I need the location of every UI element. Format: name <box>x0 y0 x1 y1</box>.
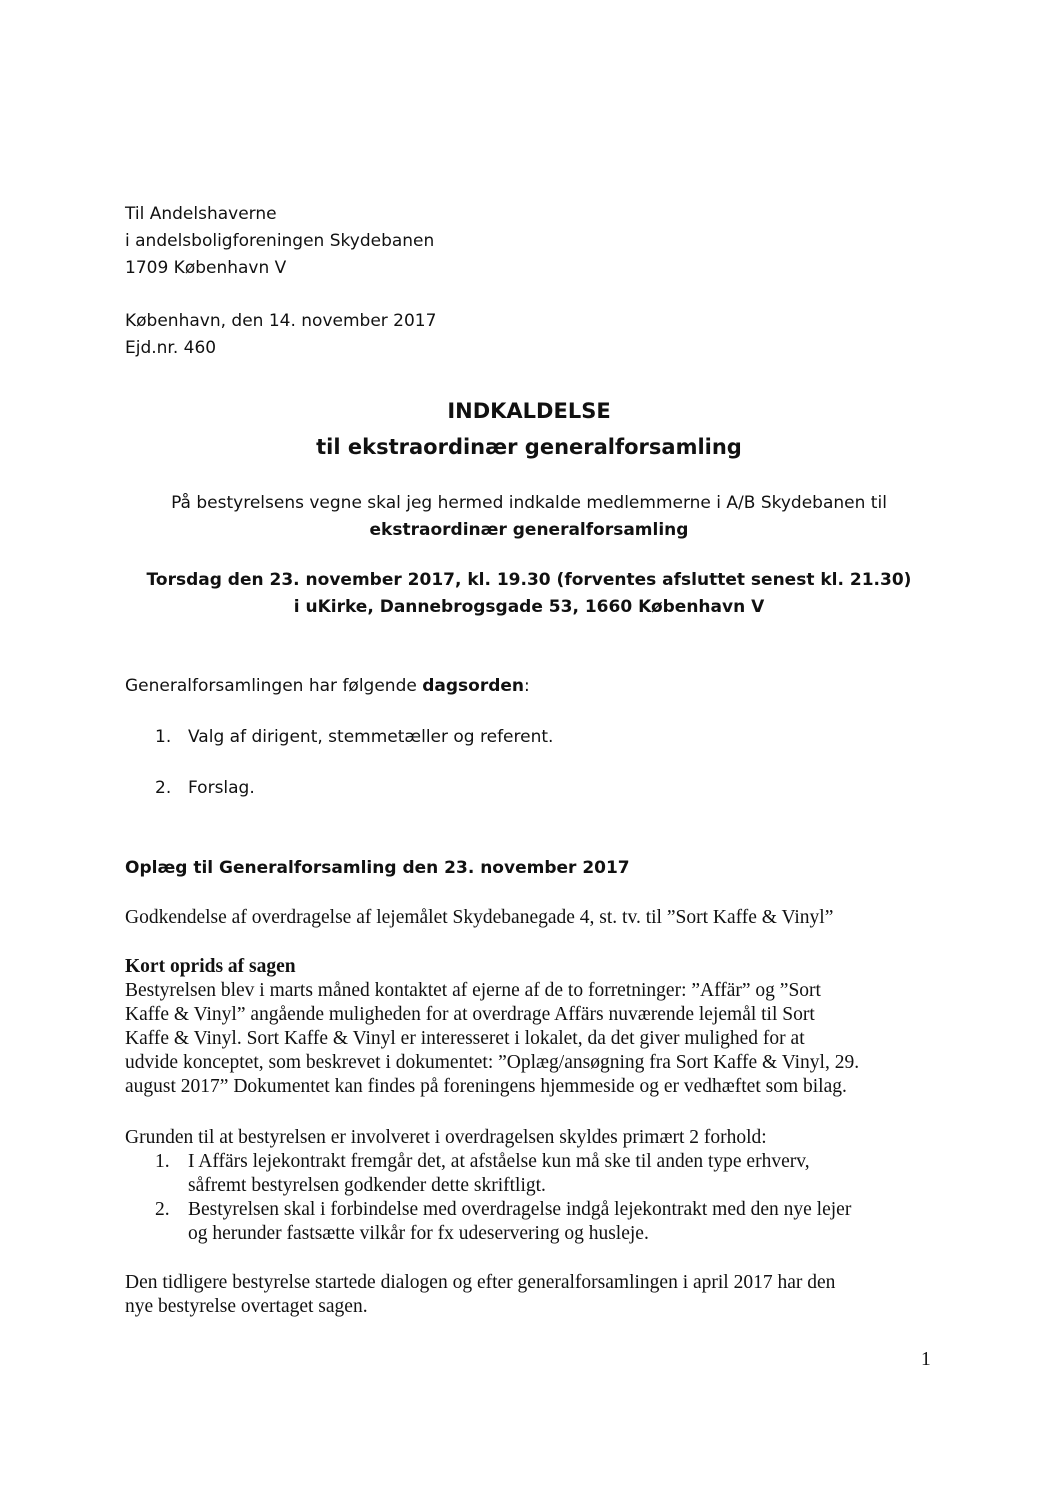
agenda-intro-bold: dagsorden <box>422 676 525 696</box>
document-date: København, den 14. november 2017 <box>125 311 437 331</box>
intro-line-2: ekstraordinær generalforsamling <box>369 520 689 540</box>
agenda-item-number: 1. <box>155 727 172 747</box>
reason-line: Bestyrelsen skal i forbindelse med overdragelse indgå lejekontrakt med den nye lejer <box>188 1199 852 1220</box>
agenda-intro-colon: : <box>524 676 530 696</box>
agenda-item-text: Forslag. <box>188 778 255 798</box>
section-subject: Godkendelse af overdragelse af lejemålet Skydebanegade 4, st. tv. til ”Sort Kaffe & Vinyl” <box>125 907 834 928</box>
reason-number: 2. <box>155 1199 170 1220</box>
reason-number: 1. <box>155 1151 170 1172</box>
paragraph-line: Bestyrelsen blev i marts måned kontaktet af ejerne af de to forretninger: ”Affär” og ”Sort <box>125 980 821 1001</box>
event-time: Torsdag den 23. november 2017, kl. 19.30 (forventes afsluttet senest kl. 21.30) <box>146 570 912 590</box>
reason-line: såfremt bestyrelsen godkender dette skriftligt. <box>188 1175 546 1196</box>
reason-line: og herunder fastsætte vilkår for fx udeservering og husleje. <box>188 1223 649 1244</box>
agenda-intro <box>125 676 530 696</box>
page-subtitle: til ekstraordinær generalforsamling <box>316 435 742 459</box>
address-line-3: 1709 København V <box>125 258 287 278</box>
reason-line: I Affärs lejekontrakt fremgår det, at afståelse kun må ske til anden type erhverv, <box>188 1151 810 1172</box>
agenda-item-number: 2. <box>155 778 172 798</box>
section-subheading: Kort oprids af sagen <box>125 956 296 977</box>
address-line-2: i andelsboligforeningen Skydebanen <box>125 231 435 251</box>
paragraph-line: udvide konceptet, som beskrevet i dokumentet: ”Oplæg/ansøgning fra Sort Kaffe & Vinyl, 29. <box>125 1052 860 1073</box>
property-number: Ejd.nr. 460 <box>125 338 217 358</box>
agenda-intro-text: Generalforsamlingen har følgende <box>125 676 423 696</box>
paragraph-line: august 2017” Dokumentet kan findes på foreningens hjemmeside og er vedhæftet som bilag. <box>125 1076 847 1097</box>
paragraph-line: Den tidligere bestyrelse startede dialogen og efter generalforsamlingen i april 2017 har den <box>125 1272 836 1293</box>
page-title: INDKALDELSE <box>447 399 611 423</box>
agenda-item-text: Valg af dirigent, stemmetæller og referent. <box>188 727 554 747</box>
intro-line-1: På bestyrelsens vegne skal jeg hermed indkalde medlemmerne i A/B Skydebanen til <box>171 493 887 513</box>
paragraph-line: Kaffe & Vinyl” angående muligheden for at overdrage Affärs nuværende lejemål til Sort <box>125 1004 815 1025</box>
paragraph-line: Grunden til at bestyrelsen er involveret i overdragelsen skyldes primært 2 forhold: <box>125 1127 767 1148</box>
paragraph-line: nye bestyrelse overtaget sagen. <box>125 1296 368 1317</box>
page-number: 1 <box>921 1349 931 1370</box>
paragraph-line: Kaffe & Vinyl. Sort Kaffe & Vinyl er interesseret i lokalet, da det giver mulighed for at <box>125 1028 805 1049</box>
section-heading: Oplæg til Generalforsamling den 23. november 2017 <box>125 858 630 878</box>
address-line-1: Til Andelshaverne <box>125 204 277 224</box>
event-location: i uKirke, Dannebrogsgade 53, 1660 København V <box>293 597 765 617</box>
